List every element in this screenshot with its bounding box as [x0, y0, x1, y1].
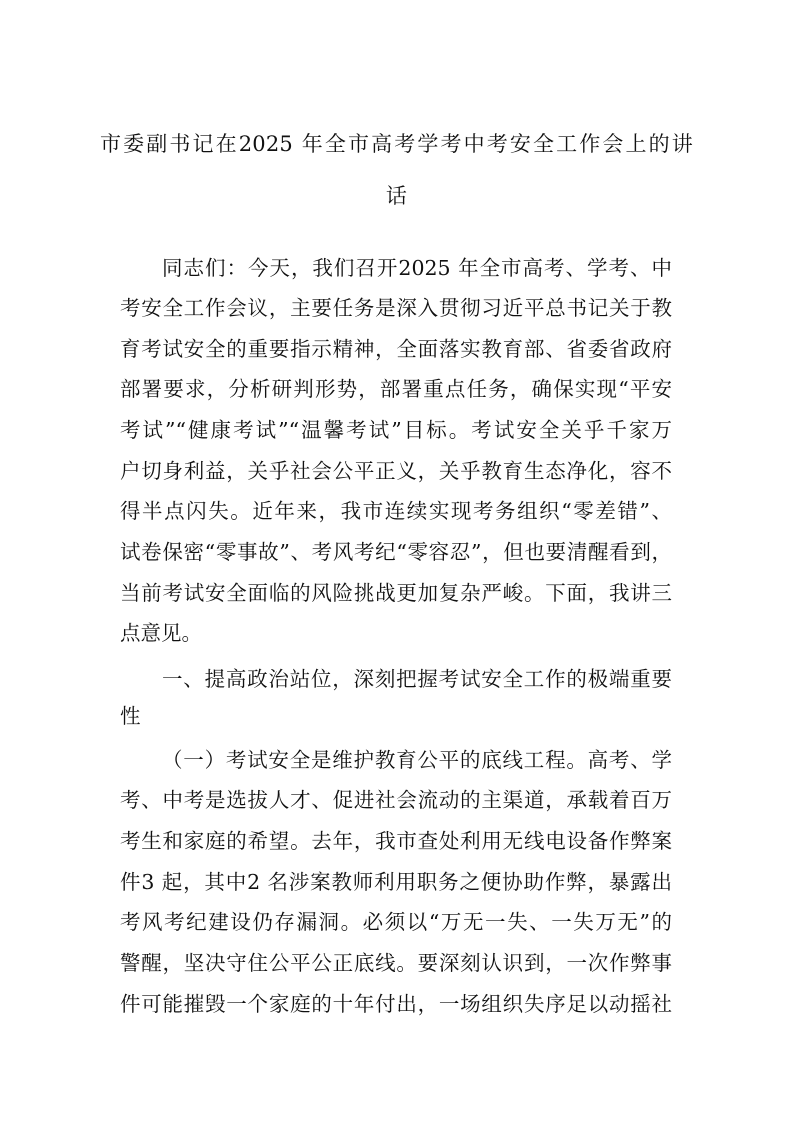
body-line: 考、中考是选拔人才、促进社会流动的主渠道，承载着百万	[120, 788, 672, 812]
body-line: 当前考试安全面临的风险挑战更加复杂严峻。下面，我讲三	[120, 581, 672, 605]
body-line: 试卷保密“零事故”、考风考纪“零容忍”，但也要清醒看到，	[120, 540, 672, 564]
body-line: 考安全工作会议，主要任务是深入贯彻习近平总书记关于教	[120, 296, 672, 320]
body-line: 同志们：今天，我们召开2025 年全市高考、学考、中	[162, 256, 672, 280]
document-title-continuation: 话	[385, 184, 408, 208]
body-line: 点意见。	[120, 621, 202, 645]
body-line: 户切身利益，关乎社会公平正义，关乎教育生态净化，容不	[120, 459, 672, 483]
body-line: 警醒，坚决守住公平公正底线。要深刻认识到，一次作弊事	[120, 951, 672, 975]
section-heading: 一、提高政治站位，深刻把握考试安全工作的极端重要	[162, 667, 672, 691]
body-line: 部署要求，分析研判形势，部署重点任务，确保实现“平安	[120, 377, 672, 401]
body-line: 件可能摧毁一个家庭的十年付出，一场组织失序足以动摇社	[120, 992, 672, 1016]
body-line: 考生和家庭的希望。去年，我市查处利用无线电设备作弊案	[120, 829, 672, 853]
body-line: 得半点闪失。近年来，我市连续实现考务组织“零差错”、	[120, 499, 672, 523]
body-line: 件3 起，其中2 名涉案教师利用职务之便协助作弊，暴露出	[120, 870, 672, 894]
document-title: 市委副书记在2025 年全市高考学考中考安全工作会上的讲	[100, 132, 693, 156]
body-line: （一）考试安全是维护教育公平的底线工程。高考、学	[162, 748, 672, 772]
body-line: 考试”“健康考试”“温馨考试”目标。考试安全关乎千家万	[120, 418, 672, 442]
body-line: 考风考纪建设仍存漏洞。必须以“万无一失、一失万无”的	[120, 910, 672, 934]
body-line: 育考试安全的重要指示精神，全面落实教育部、省委省政府	[120, 337, 672, 361]
section-heading-continuation: 性	[120, 704, 141, 728]
